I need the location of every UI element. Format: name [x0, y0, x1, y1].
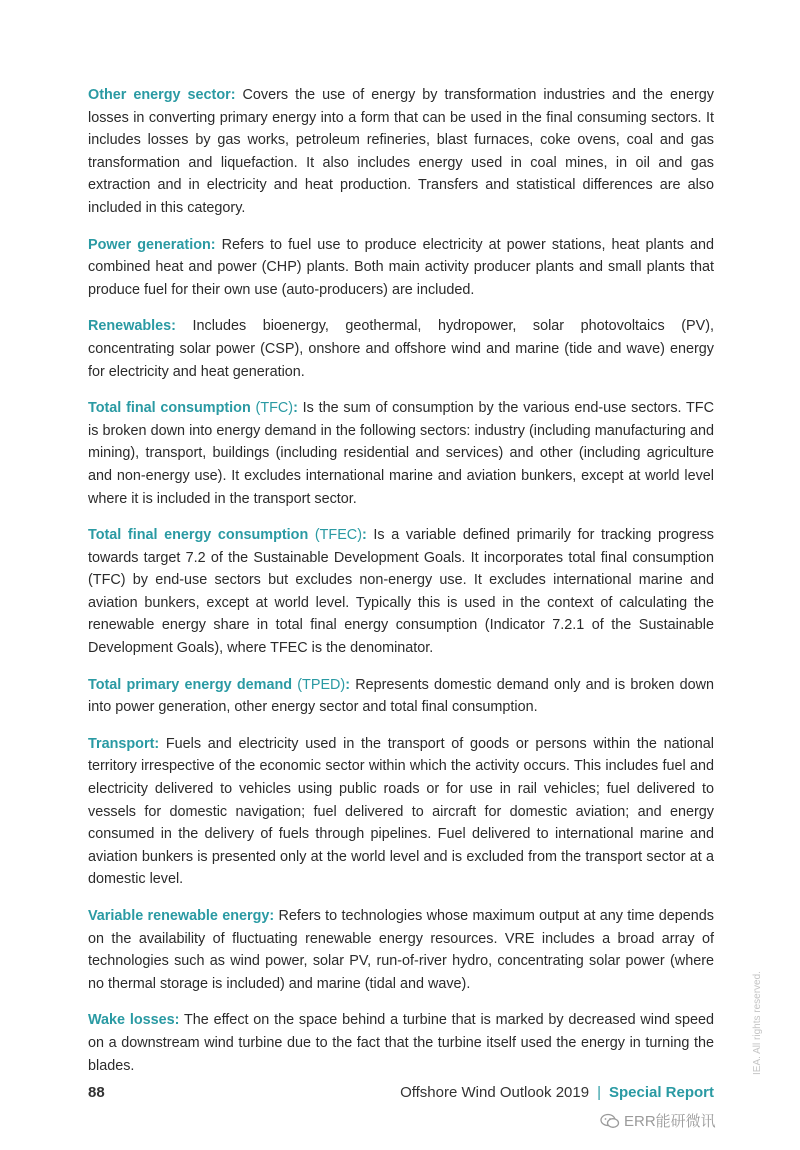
glossary-term-colon: : [362, 527, 367, 544]
glossary-entry-wake-losses [88, 1009, 714, 1077]
glossary-term: Total final energy consumption [88, 527, 309, 544]
watermark [600, 1110, 716, 1131]
glossary-definition: Is the sum of consumption by the various end-use sectors. TFC is broken down into energy demand in the following sectors: industry (including manufacturing and mining), transport, buildings (including residential and services) and other (including agriculture and non-energy use). It excludes international marine and aviation bunkers, except at world level where it is included in the transport sector. [88, 400, 714, 507]
glossary-entry-total-final-consumption [88, 397, 714, 510]
glossary-definition: Fuels and electricity used in the transport of goods or persons within the national territory irrespective of the economic sector within which the activity occurs. This includes fuel and electricity delivered to vehicles using public roads or for use in rail vehicles; fuel delivered to vessels for domestic navigation; fuel delivered to aircraft for domestic aviation; and energy consumed in the delivery of fuels through pipelines. Fuel delivered to international marine and aviation bunkers is presented only at the world level and is excluded from the transport sector at a domestic level. [88, 735, 714, 888]
glossary-entry-variable-renewable-energy [88, 905, 714, 995]
glossary-definition: Represents domestic demand only and is broken down into power generation, other energy sector and total final consumption. [88, 676, 714, 716]
glossary-term: Wake losses: [88, 1012, 180, 1029]
rights-notice: IEA. All rights reserved. [752, 971, 763, 1075]
glossary-abbreviation: (TPED) [292, 676, 346, 693]
glossary-term-colon: : [345, 676, 351, 693]
glossary-term: Power generation: [88, 236, 216, 253]
glossary-content [88, 84, 714, 1091]
glossary-entry-total-primary-energy-demand [88, 674, 714, 719]
glossary-term: Transport: [88, 735, 160, 752]
glossary-term: Variable renewable energy: [88, 908, 275, 924]
page-number: 88 [88, 1084, 105, 1101]
glossary-definition: Covers the use of energy by transformation industries and the energy losses in converting primary energy into a form that can be used in the final consuming sectors. It includes losses by gas works, petroleum refineries, blast furnaces, coke ovens, coal and gas transformation and liquefaction. It also includes energy used in coal mines, in oil and gas extraction and in electricity and heat production. Transfers and statistical differences are also included in this category. [88, 87, 714, 216]
glossary-entry-renewables [88, 315, 714, 383]
glossary-term-colon: : [293, 400, 298, 417]
footer-publication [400, 1084, 714, 1101]
glossary-definition: Includes bioenergy, geothermal, hydropower, solar photovoltaics (PV), concentrating solar power (CSP), onshore and offshore wind and marine (tide and wave) energy for electricity and heat generation. [88, 318, 714, 380]
glossary-definition: Is a variable defined primarily for tracking progress towards target 7.2 of the Sustainable Development Goals. It incorporates total final consumption (TFC) by end-use sectors but excludes non-energy use. It excludes international marine and aviation bunkers, except at world level. Typically this is used in the context of calculating the renewable energy share in total final energy consumption (Indicator 7.2.1 of the Sustainable Development Goals), where TFEC is the denominator. [88, 527, 714, 657]
glossary-entry-transport [88, 733, 714, 891]
glossary-entry-other-energy-sector [88, 84, 714, 220]
glossary-term: Total primary energy demand [88, 676, 293, 693]
footer-separator: | [597, 1084, 601, 1101]
glossary-term: Other energy sector: [88, 87, 236, 103]
glossary-abbreviation: (TFEC) [308, 527, 362, 544]
publication-title: Offshore Wind Outlook 2019 [400, 1084, 590, 1101]
glossary-definition: The effect on the space behind a turbine that is marked by decreased wind speed on a downstream wind turbine due to the fact that the turbine itself used the energy in turning the blades. [88, 1012, 714, 1074]
watermark-label: ERR能研微讯 [624, 1113, 716, 1130]
glossary-definition: Refers to technologies whose maximum output at any time depends on the availability of fluctuating renewable energy resources. VRE includes a broad array of technologies such as wind power, solar PV, run-of-river hydro, concentrating solar power (where no thermal storage is included) and marine (tidal and wave). [88, 908, 714, 992]
section-label: Special Report [608, 1084, 714, 1101]
glossary-entry-total-final-energy-consumption [88, 524, 714, 660]
wechat-icon [600, 1113, 620, 1129]
glossary-definition: Refers to fuel use to produce electricity at power stations, heat plants and combined heat and power (CHP) plants. Both main activity producer plants and small plants that produce fuel for their own use (auto-producers) are included. [88, 236, 714, 298]
glossary-entry-power-generation [88, 234, 714, 302]
glossary-abbreviation: (TFC) [250, 400, 294, 417]
glossary-term: Renewables: [88, 318, 176, 335]
glossary-term: Total final consumption [88, 400, 251, 417]
